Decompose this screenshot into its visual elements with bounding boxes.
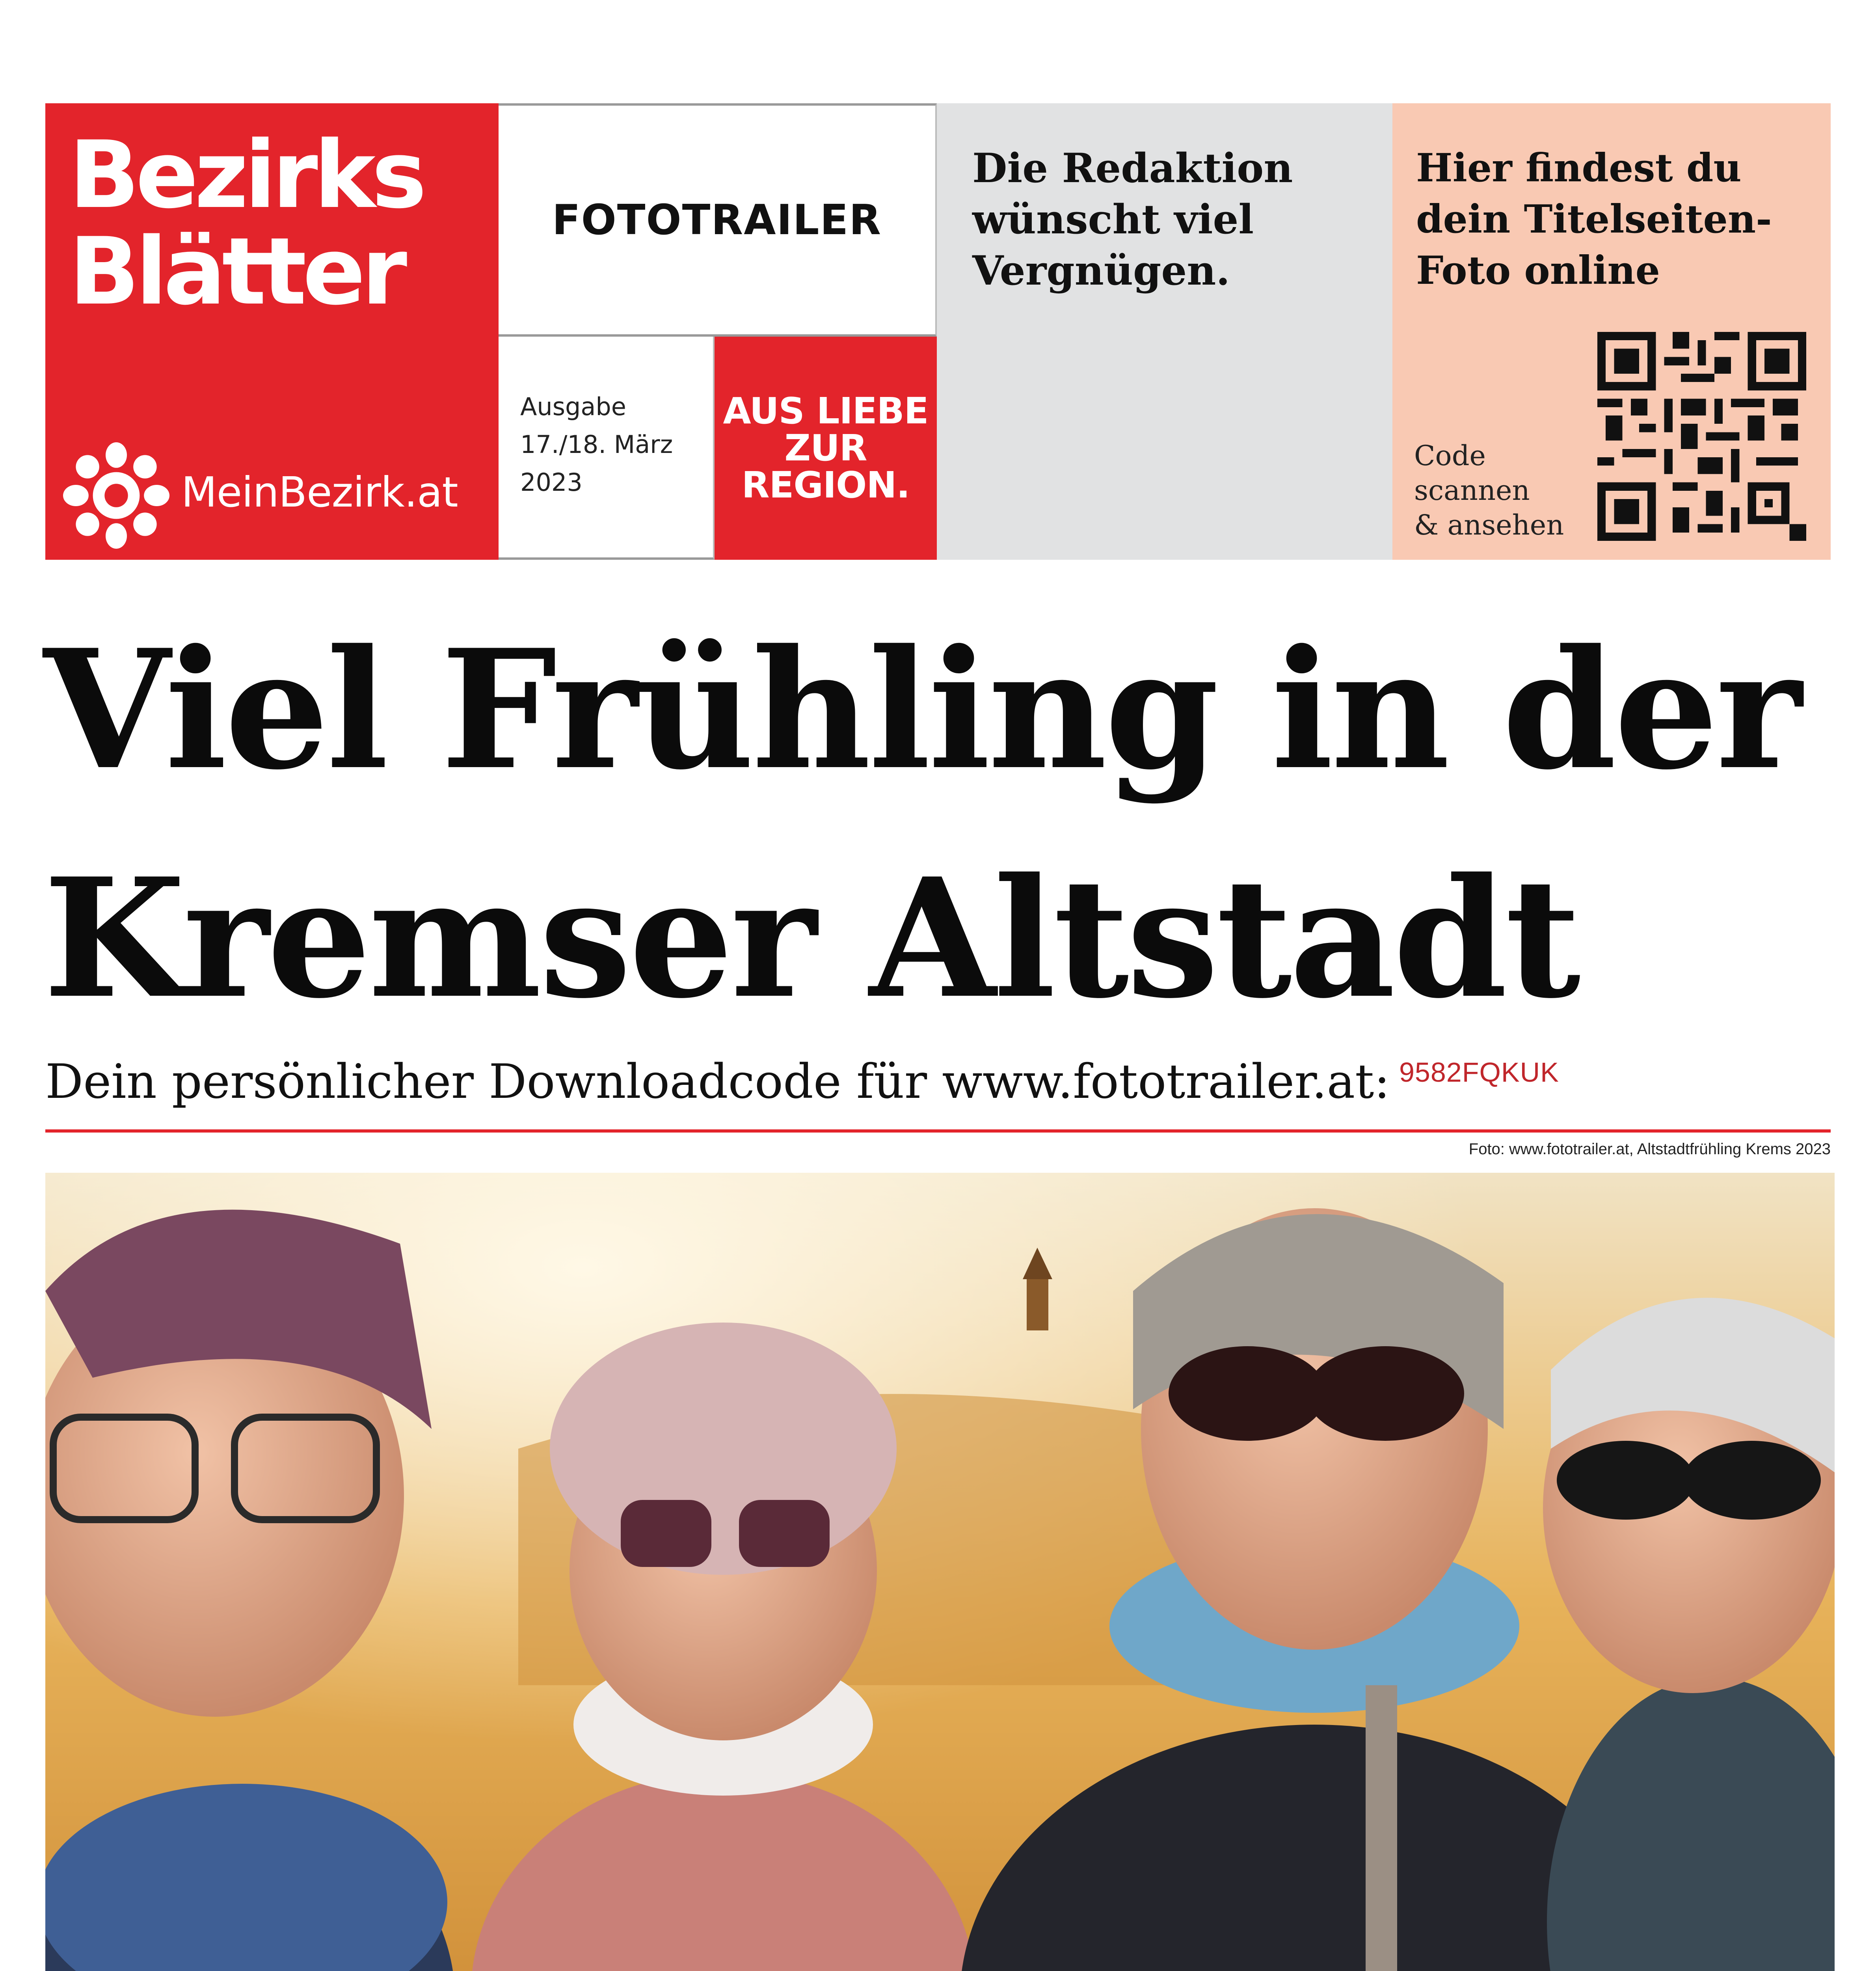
issue-year: 2023: [520, 468, 583, 497]
greeting-box: [937, 103, 1392, 560]
issue-label: Ausgabe: [520, 392, 626, 421]
greeting-text: Die Redaktion wünscht viel Vergnügen.: [972, 145, 1293, 294]
logo-line-2: Blätter: [69, 218, 404, 326]
download-instruction: Dein persönlicher Downloadcode für www.fototrailer.at:: [45, 1054, 1390, 1109]
bezirksblaetter-logo[interactable]: [45, 103, 499, 560]
section-label: FOTOTRAILER: [552, 196, 882, 244]
issue-box: [499, 337, 715, 560]
logo-site-name: MeinBezirk.at: [181, 468, 458, 516]
download-code[interactable]: 9582FQKUK: [1399, 1057, 1559, 1088]
online-photo-title: Hier findest du dein Titelseiten-Foto online: [1416, 145, 1772, 293]
meinbezirk-flower-icon: [63, 442, 169, 549]
scan-line-2: scannen: [1414, 474, 1530, 507]
issue-date: 17./18. März: [520, 430, 673, 459]
cover-photo: [45, 1173, 1835, 1971]
photo-credit: Foto: www.fototrailer.at, Altstadtfrühling Krems 2023: [1468, 1140, 1831, 1158]
online-photo-box: [1392, 103, 1831, 560]
red-divider: [45, 1129, 1831, 1133]
headline: Viel Frühling in der Kremser Altstadt: [43, 613, 1800, 1034]
logo-line-1: Bezirks: [69, 121, 423, 229]
slogan-line-3: REGION.: [741, 464, 910, 506]
scan-instructions: [1414, 438, 1580, 542]
section-label-box: [499, 103, 937, 337]
scan-line-1: Code: [1414, 440, 1486, 472]
slogan-line-2: ZUR: [784, 427, 867, 469]
slogan-line-1: AUS LIEBE: [723, 390, 929, 432]
scan-line-3: & ansehen: [1414, 509, 1564, 541]
slogan-box: [715, 337, 937, 560]
qr-code-icon[interactable]: [1597, 332, 1806, 541]
